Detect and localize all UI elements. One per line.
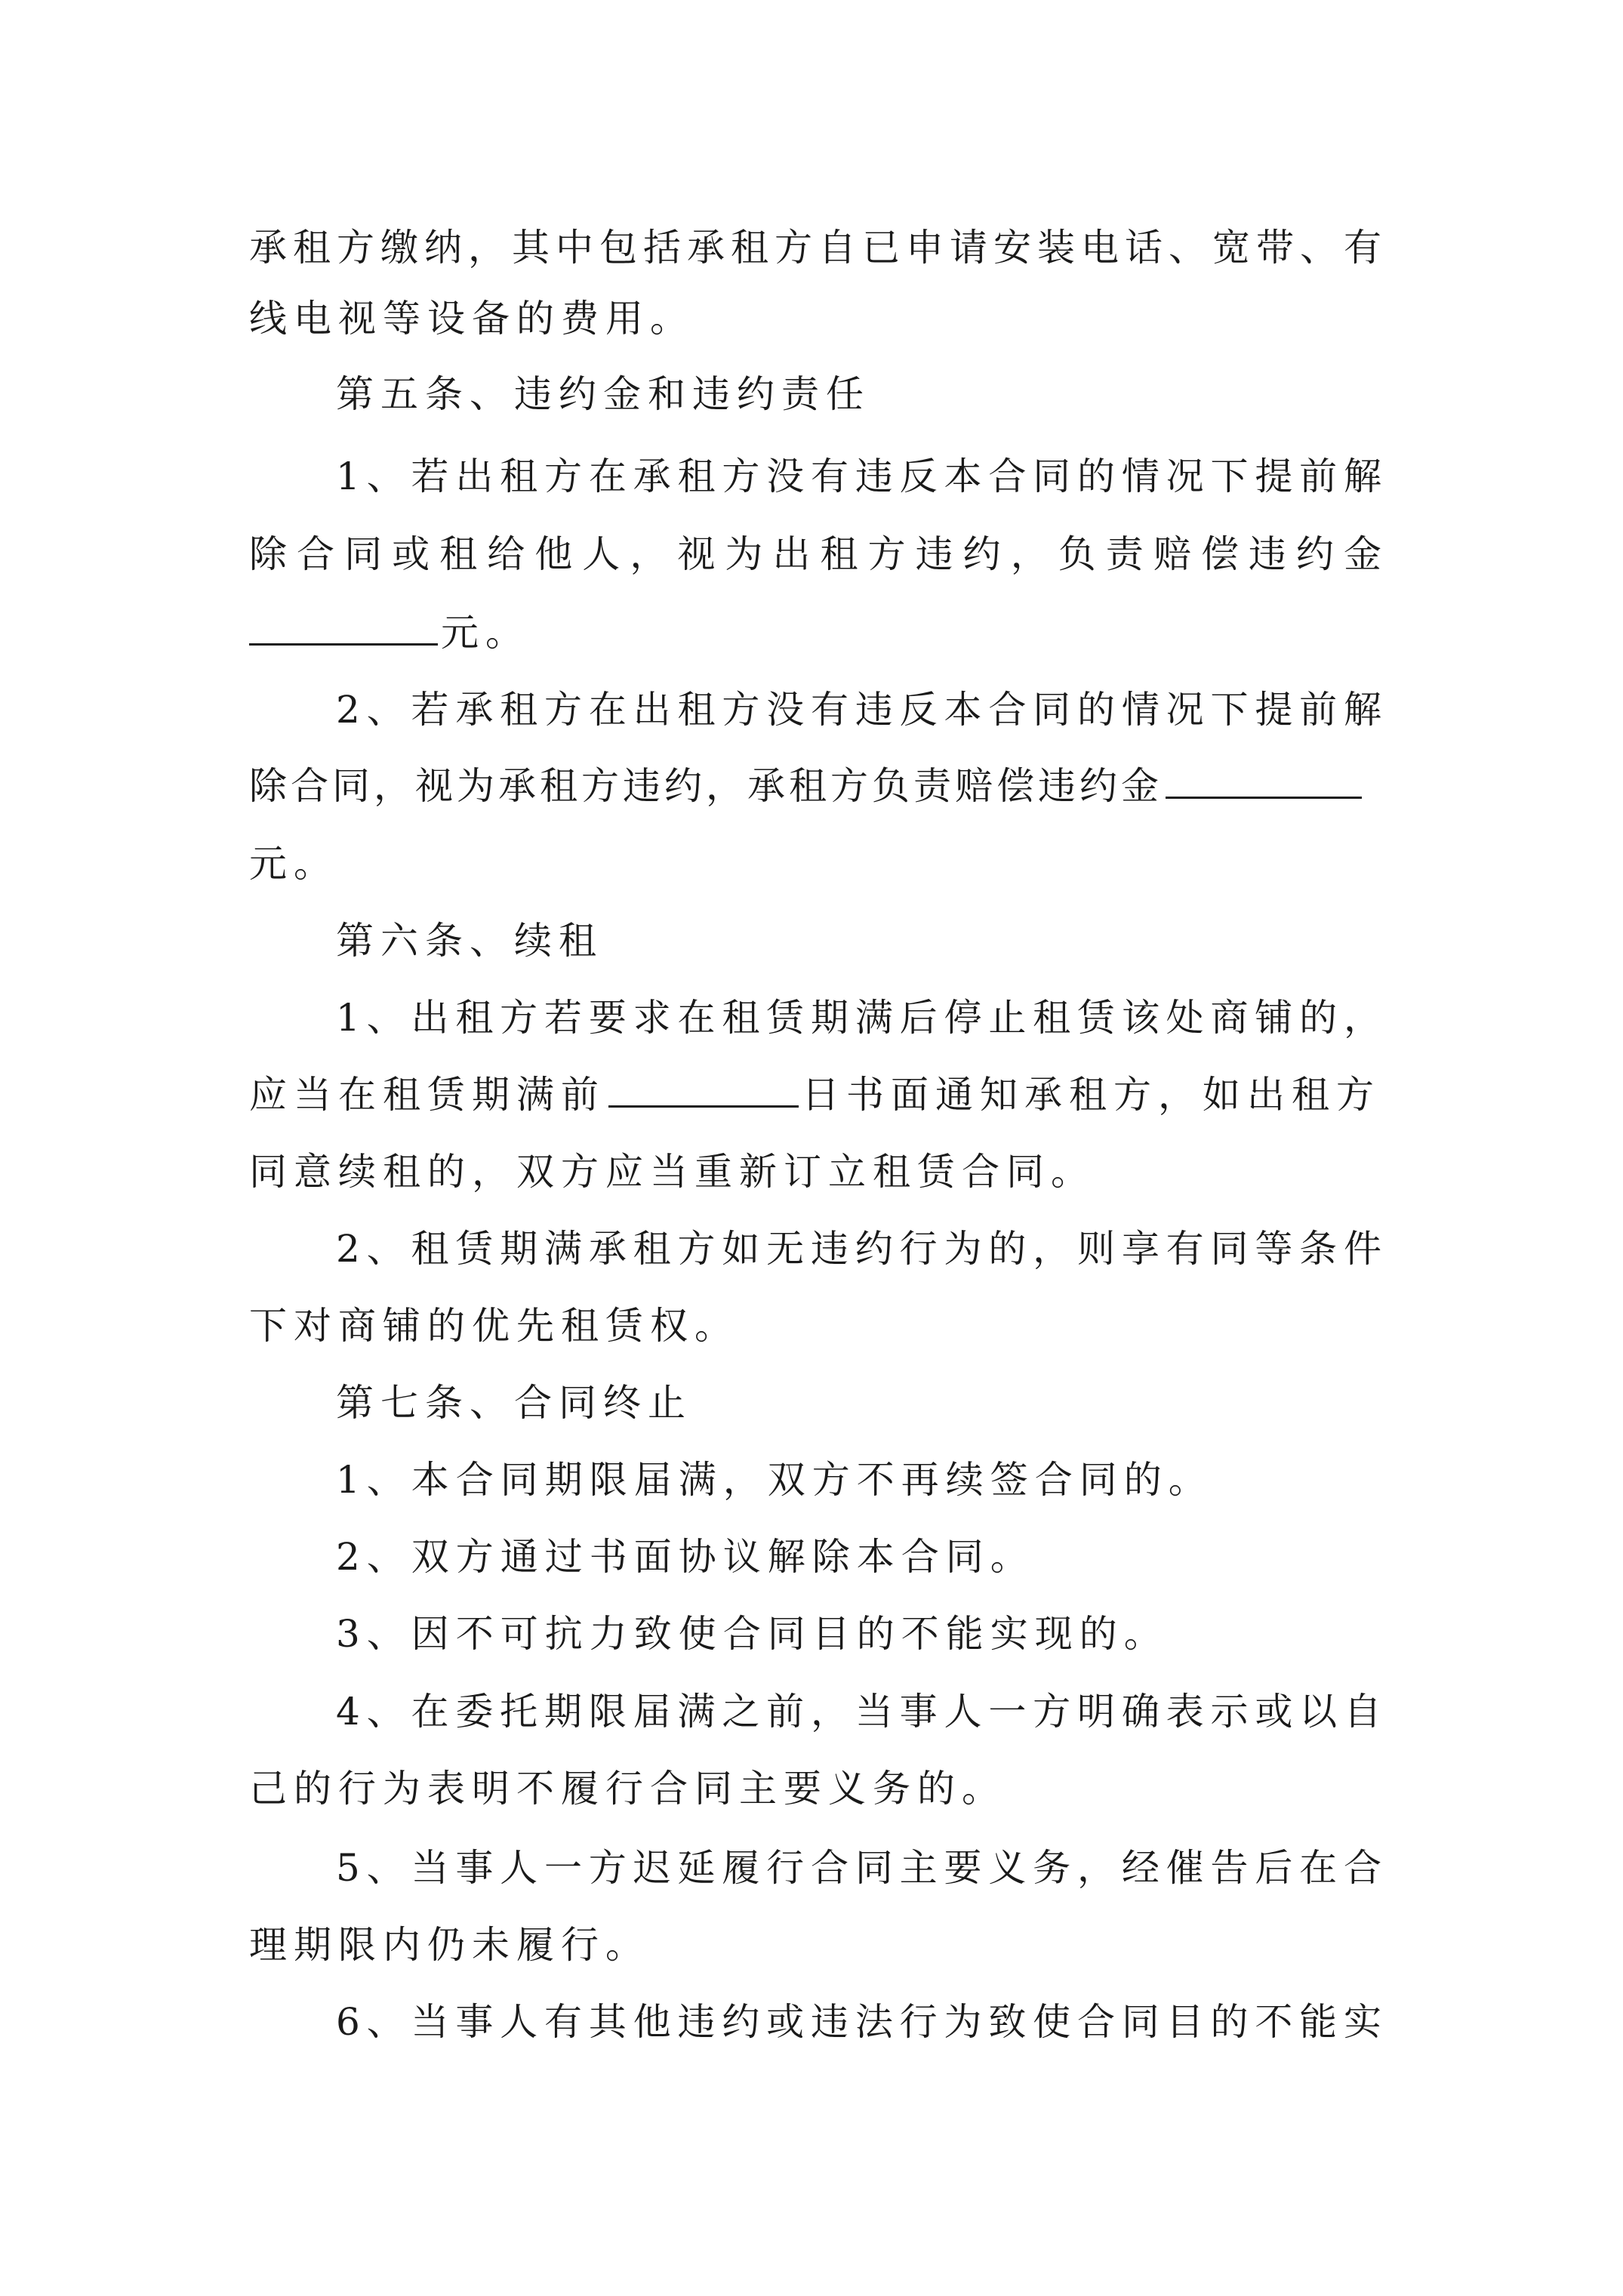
text-line: 承租方缴纳，其中包括承租方自已申请安装电话、宽带、有 [249, 226, 1381, 270]
text-line: 元。 [249, 606, 530, 660]
text-line: 2、租赁期满承租方如无违约行为的，则享有同等条件 [336, 1227, 1381, 1271]
text-line: 1、出租方若要求在租赁期满后停止租赁该处商铺的， [336, 996, 1381, 1040]
text-line: 除合同，视为承租方违约，承租方负责赔偿违约金 [249, 759, 1365, 813]
text-line: 4、在委托期限届满之前，当事人一方明确表示或以自 [336, 1690, 1381, 1734]
section-heading: 第六条、续租 [336, 919, 603, 963]
text-line: 5、当事人一方迟延履行合同主要义务，经催告后在合 [336, 1846, 1381, 1890]
fill-blank[interactable] [249, 609, 438, 646]
fill-blank[interactable] [1166, 762, 1362, 799]
text-line: 己的行为表明不履行合同主要义务的。 [249, 1767, 1006, 1811]
text-line: 3、因不可抗力致使合同目的不能实现的。 [336, 1612, 1169, 1656]
section-heading: 第七条、合同终止 [336, 1381, 692, 1425]
text-line: 应当在租赁期满前 日书面通知承租方，如出租方 [249, 1068, 1381, 1122]
text-line: 理期限内仍未履行。 [249, 1923, 650, 1967]
fill-blank[interactable] [608, 1071, 799, 1108]
text-line: 线电视等设备的费用。 [249, 297, 694, 341]
text-line: 1、本合同期限届满，双方不再续签合同的。 [336, 1458, 1213, 1502]
section-heading: 第五条、违约金和违约责任 [336, 372, 870, 416]
text-line: 6、当事人有其他违约或违法行为致使合同目的不能实 [336, 2000, 1381, 2044]
text-line: 同意续租的，双方应当重新订立租赁合同。 [249, 1150, 1095, 1194]
text-line: 除合同或租给他人，视为出租方违约，负责赔偿违约金 [249, 532, 1381, 576]
text-line: 元。 [249, 842, 338, 886]
text-line: 1、若出租方在承租方没有违反本合同的情况下提前解 [336, 455, 1381, 498]
text-line: 2、若承租方在出租方没有违反本合同的情况下提前解 [336, 688, 1381, 732]
text-line: 2、双方通过书面协议解除本合同。 [336, 1535, 1035, 1579]
text-line: 下对商铺的优先租赁权。 [249, 1304, 739, 1348]
